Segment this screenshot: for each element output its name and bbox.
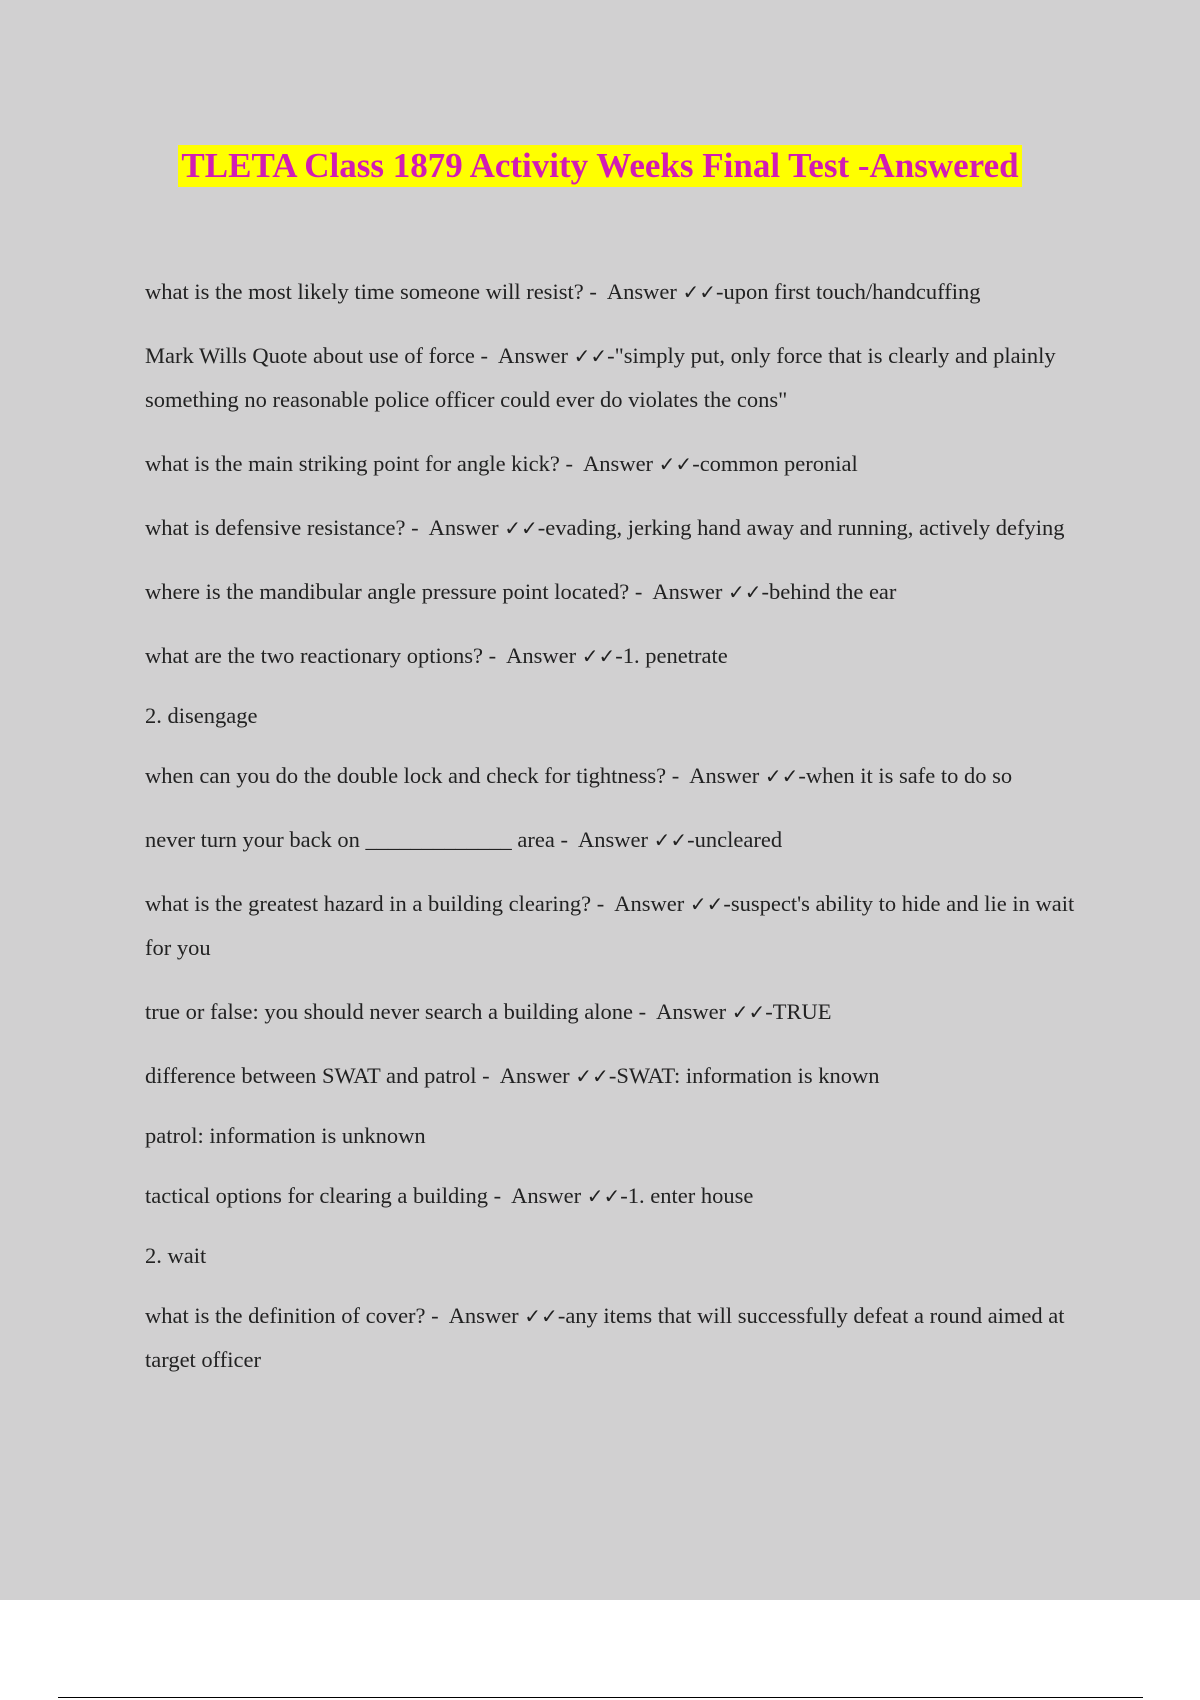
qa-item: what are the two reactionary options? - Answer ✓✓-1. penetrate: [145, 643, 728, 668]
check-mark-icon: ✓✓: [731, 1000, 766, 1024]
check-mark-icon: ✓✓: [682, 280, 716, 304]
question-text: when can you do the double lock and check for tightness?: [145, 763, 667, 788]
question-text: difference between SWAT and patrol: [145, 1063, 477, 1088]
qa-list: [145, 270, 1085, 1402]
answer-label: Answer: [448, 1303, 519, 1328]
qa-item: Mark Wills Quote about use of force - Answer ✓✓-"simply put, only force that is clearly and plainly something no reasonable police officer could ever do violates the cons": [145, 343, 1056, 412]
answer-text: when it is safe to do so: [805, 763, 1013, 788]
check-mark-icon: ✓✓: [575, 1064, 609, 1088]
qa-item: what is the definition of cover? - Answer ✓✓-any items that will successfully defeat a round aimed at target officer: [145, 1303, 1065, 1372]
answer-text: "simply put, only force that is clearly and plainly something no reasonable police officer could ever do violates the cons": [145, 343, 1056, 412]
qa-item: what is the main striking point for angle kick? - Answer ✓✓-common peronial: [145, 451, 858, 476]
qa-item: where is the mandibular angle pressure point located? - Answer ✓✓-behind the ear: [145, 579, 897, 604]
qa-item: what is the greatest hazard in a building clearing? - Answer ✓✓-suspect's ability to hide and lie in wait for you: [145, 891, 1075, 960]
answer-text: suspect's ability to hide and lie in wait for you: [145, 891, 1075, 960]
check-mark-icon: ✓✓: [658, 452, 693, 476]
answer-continuation: 2. disengage: [145, 703, 258, 728]
qa-item: when can you do the double lock and check for tightness? - Answer ✓✓-when it is safe to do so: [145, 763, 1013, 788]
check-mark-icon: ✓✓: [573, 344, 608, 368]
title-container: [0, 145, 1200, 187]
answer-label: Answer: [506, 643, 577, 668]
answer-label: Answer: [614, 891, 685, 916]
answer-continuation: 2. wait: [145, 1243, 207, 1268]
footer-divider: [58, 1697, 1143, 1698]
question-text: what is the greatest hazard in a building clearing?: [145, 891, 592, 916]
answer-label: Answer: [652, 579, 723, 604]
check-mark-icon: ✓✓: [727, 580, 762, 604]
check-mark-icon: ✓✓: [581, 644, 616, 668]
answer-continuation: patrol: information is unknown: [145, 1123, 426, 1148]
question-text: what is the definition of cover?: [145, 1303, 426, 1328]
answer-label: Answer: [583, 451, 654, 476]
answer-label: Answer: [511, 1183, 582, 1208]
question-text: true or false: you should never search a building alone: [145, 999, 633, 1024]
check-mark-icon: ✓✓: [653, 828, 688, 852]
answer-text: 1. enter house: [627, 1183, 754, 1208]
answer-text: uncleared: [694, 827, 783, 852]
qa-item: true or false: you should never search a building alone - Answer ✓✓-TRUE: [145, 999, 832, 1024]
answer-text: any items that will successfully defeat a round aimed at target officer: [145, 1303, 1065, 1372]
qa-item: what is the most likely time someone will resist? - Answer ✓✓-upon first touch/handcuffing: [145, 279, 981, 304]
answer-text: upon first touch/handcuffing: [723, 279, 981, 304]
qa-item: never turn your back on _____________ area - Answer ✓✓-uncleared: [145, 827, 783, 852]
answer-label: Answer: [499, 1063, 570, 1088]
check-mark-icon: ✓✓: [586, 1184, 621, 1208]
answer-text: SWAT: information is known: [616, 1063, 880, 1088]
answer-label: Answer: [656, 999, 727, 1024]
answer-text: behind the ear: [768, 579, 897, 604]
answer-label: Answer: [497, 343, 568, 368]
qa-item: tactical options for clearing a building - Answer ✓✓-1. enter house: [145, 1183, 754, 1208]
answer-text: 1. penetrate: [622, 643, 728, 668]
check-mark-icon: ✓✓: [689, 892, 724, 916]
question-text: what is defensive resistance?: [145, 515, 406, 540]
question-text: what is the most likely time someone will resist?: [145, 279, 584, 304]
answer-text: common peronial: [699, 451, 858, 476]
question-text: never turn your back on _____________ area: [145, 827, 555, 852]
qa-item: what is defensive resistance? - Answer ✓✓-evading, jerking hand away and running, actively defying: [145, 515, 1065, 540]
document-title: TLETA Class 1879 Activity Weeks Final Test -Answered: [178, 145, 1021, 187]
answer-label: Answer: [578, 827, 649, 852]
answer-label: Answer: [689, 763, 760, 788]
question-text: where is the mandibular angle pressure point located?: [145, 579, 630, 604]
question-text: Mark Wills Quote about use of force: [145, 343, 475, 368]
answer-text: TRUE: [772, 999, 832, 1024]
answer-label: Answer: [428, 515, 499, 540]
question-text: tactical options for clearing a building: [145, 1183, 489, 1208]
question-text: what is the main striking point for angle kick?: [145, 451, 560, 476]
check-mark-icon: ✓✓: [524, 1304, 558, 1328]
qa-item: difference between SWAT and patrol - Answer ✓✓-SWAT: information is known: [145, 1063, 880, 1088]
check-mark-icon: ✓✓: [764, 764, 799, 788]
question-text: what are the two reactionary options?: [145, 643, 483, 668]
check-mark-icon: ✓✓: [504, 516, 538, 540]
answer-text: evading, jerking hand away and running, actively defying: [545, 515, 1065, 540]
answer-label: Answer: [606, 279, 677, 304]
